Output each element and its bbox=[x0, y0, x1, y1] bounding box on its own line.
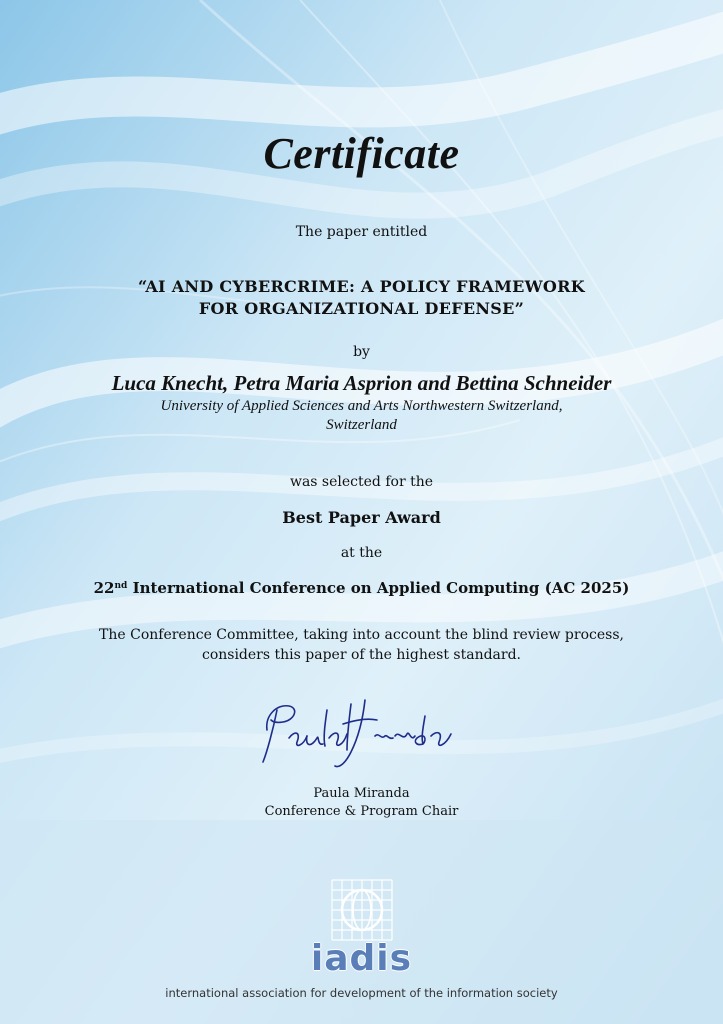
conference-name bbox=[0, 579, 723, 597]
selected-text: was selected for the bbox=[289, 474, 434, 490]
paper-title-line1: “AI AND CYBERCRIME: A POLICY FRAMEWORK bbox=[138, 277, 585, 296]
at-the-text: at the bbox=[340, 545, 383, 561]
by-text: by bbox=[353, 344, 370, 360]
certificate-heading: Certificate bbox=[263, 129, 460, 178]
globe-grid-icon bbox=[328, 876, 396, 944]
affiliation bbox=[0, 397, 723, 435]
authors: Luca Knecht, Petra Maria Asprion and Bettina Schneider bbox=[111, 371, 612, 395]
affiliation-line2: Switzerland bbox=[326, 417, 397, 433]
conference-ordinal: 22 bbox=[93, 579, 115, 597]
signature bbox=[255, 690, 465, 770]
conference-title: International Conference on Applied Computing (AC 2025) bbox=[132, 579, 630, 597]
intro-text: The paper entitled bbox=[295, 224, 428, 240]
affiliation-line1: University of Applied Sciences and Arts Northwestern Switzerland, bbox=[160, 398, 563, 414]
committee-line1: The Conference Committee, taking into account the blind review process, bbox=[99, 627, 624, 643]
paper-title bbox=[0, 276, 723, 320]
iadis-wordmark: iadis bbox=[310, 938, 413, 979]
committee-line2: considers this paper of the highest standard. bbox=[201, 647, 522, 663]
association-tagline: international association for development of the information society bbox=[165, 986, 558, 1000]
award-name: Best Paper Award bbox=[282, 508, 441, 527]
iadis-logo bbox=[0, 938, 723, 979]
committee-statement bbox=[0, 625, 723, 665]
conference-ordinal-suffix: nd bbox=[114, 581, 128, 591]
chair-name: Paula Miranda bbox=[313, 786, 410, 801]
paper-title-line2: FOR ORGANIZATIONAL DEFENSE” bbox=[198, 299, 525, 318]
chair-role: Conference & Program Chair bbox=[264, 804, 459, 819]
